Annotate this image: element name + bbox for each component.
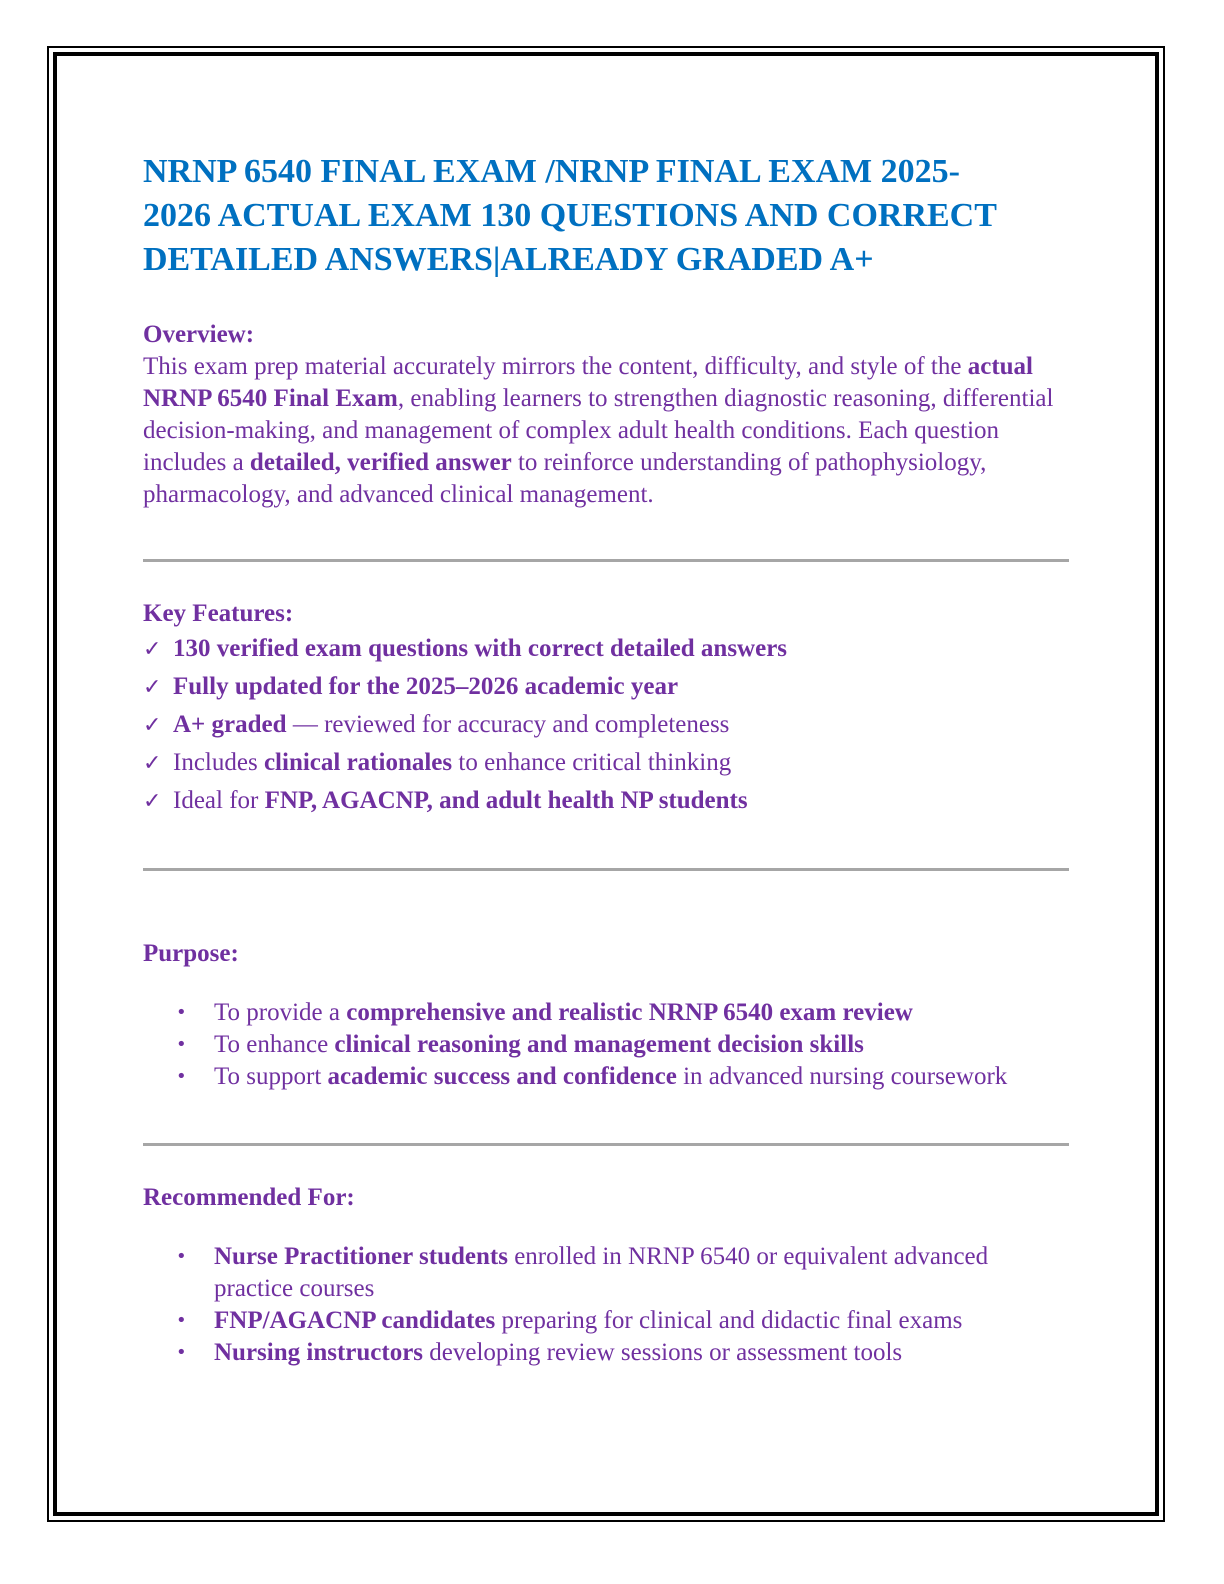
feature-item xyxy=(143,744,1073,782)
text-run: Includes xyxy=(173,749,264,776)
text-run: To enhance xyxy=(214,1031,335,1058)
feature-item xyxy=(143,782,1073,820)
title-line: NRNP 6540 FINAL EXAM /NRNP FINAL EXAM 2025- xyxy=(143,153,960,190)
check-mark-icon: ✓ xyxy=(143,751,162,776)
list-item xyxy=(143,1029,1073,1061)
feature-text xyxy=(173,749,731,776)
list-item xyxy=(143,1337,1073,1369)
text-run: — reviewed for accuracy and completeness xyxy=(286,711,730,738)
document-title xyxy=(143,150,1073,282)
feature-text xyxy=(173,635,787,662)
text-run: preparing for clinical and didactic final exams xyxy=(495,1307,963,1334)
purpose-heading: Purpose: xyxy=(143,940,239,967)
text-run: This exam prep material accurately mirrors the content, difficulty, and style of the xyxy=(143,353,968,380)
recommended-text xyxy=(214,1243,988,1302)
purpose-text xyxy=(214,1031,864,1058)
bullet-icon: • xyxy=(176,1066,187,1087)
text-run: To provide a xyxy=(214,999,347,1026)
check-mark-icon: ✓ xyxy=(143,637,162,662)
bold-text-run: clinical reasoning and management decision skills xyxy=(334,1031,864,1058)
feature-text xyxy=(173,673,678,700)
key-features-heading: Key Features: xyxy=(143,600,294,627)
purpose-text xyxy=(214,999,913,1026)
bold-text-run: actual NRNP 6540 Final Exam xyxy=(143,353,1033,412)
list-item xyxy=(143,1241,1073,1305)
bold-text-run: Nurse Practitioner students xyxy=(214,1243,508,1270)
feature-item xyxy=(143,668,1073,706)
bullet-icon: • xyxy=(176,1034,187,1055)
check-mark-icon: ✓ xyxy=(143,713,162,738)
title-line: DETAILED ANSWERS|ALREADY GRADED A+ xyxy=(143,241,874,278)
recommended-text xyxy=(214,1339,902,1366)
bold-text-run: Nursing instructors xyxy=(214,1339,424,1366)
bold-text-run: FNP, AGACNP, and adult health NP students xyxy=(264,787,748,814)
feature-text xyxy=(173,787,748,814)
text-run: Ideal for xyxy=(173,787,265,814)
bullet-icon: • xyxy=(176,1002,187,1023)
recommended-text xyxy=(214,1307,962,1334)
recommended-list xyxy=(143,1241,1073,1369)
purpose-list xyxy=(143,997,1073,1093)
text-run: , enabling learners to strengthen diagnostic reasoning, differential decision-making, and management of complex adult health conditions. Each question includes a xyxy=(143,385,1054,476)
text-run: to reinforce understanding of pathophysiology, pharmacology, and advanced clinical management. xyxy=(143,449,987,508)
bullet-icon: • xyxy=(176,1246,187,1267)
bold-text-run: academic success and confidence xyxy=(327,1063,677,1090)
list-item xyxy=(143,1061,1073,1093)
key-features-list xyxy=(143,630,1073,820)
bold-text-run: Fully updated for the 2025–2026 academic year xyxy=(173,673,679,700)
bold-text-run: A+ graded xyxy=(173,711,287,738)
bold-text-run: comprehensive and realistic NRNP 6540 exam review xyxy=(346,999,913,1026)
text-run: to enhance critical thinking xyxy=(452,749,732,776)
bullet-icon: • xyxy=(176,1310,187,1331)
text-run: developing review sessions or assessment tools xyxy=(423,1339,903,1366)
purpose-text xyxy=(214,1063,1007,1090)
feature-item xyxy=(143,630,1073,668)
bold-text-run: clinical rationales xyxy=(263,749,453,776)
document-content xyxy=(143,150,1073,1369)
recommended-heading: Recommended For: xyxy=(143,1184,355,1211)
list-item xyxy=(143,997,1073,1029)
check-mark-icon: ✓ xyxy=(143,789,162,814)
bold-text-run: detailed, verified answer xyxy=(249,449,512,476)
feature-item xyxy=(143,706,1073,744)
overview-paragraph xyxy=(143,351,1073,511)
bold-text-run: FNP/AGACNP candidates xyxy=(214,1307,496,1334)
bullet-icon: • xyxy=(176,1342,187,1363)
text-run: in advanced nursing coursework xyxy=(676,1063,1008,1090)
bold-text-run: 130 verified exam questions with correct detailed answers xyxy=(173,635,788,662)
text-run: To support xyxy=(214,1063,328,1090)
list-item xyxy=(143,1305,1073,1337)
overview-heading: Overview: xyxy=(143,321,255,348)
text-run: enrolled in NRNP 6540 or equivalent advanced practice courses xyxy=(214,1243,989,1302)
feature-text xyxy=(173,711,729,738)
check-mark-icon: ✓ xyxy=(143,675,162,700)
title-line: 2026 ACTUAL EXAM 130 QUESTIONS AND CORRECT xyxy=(143,197,997,234)
